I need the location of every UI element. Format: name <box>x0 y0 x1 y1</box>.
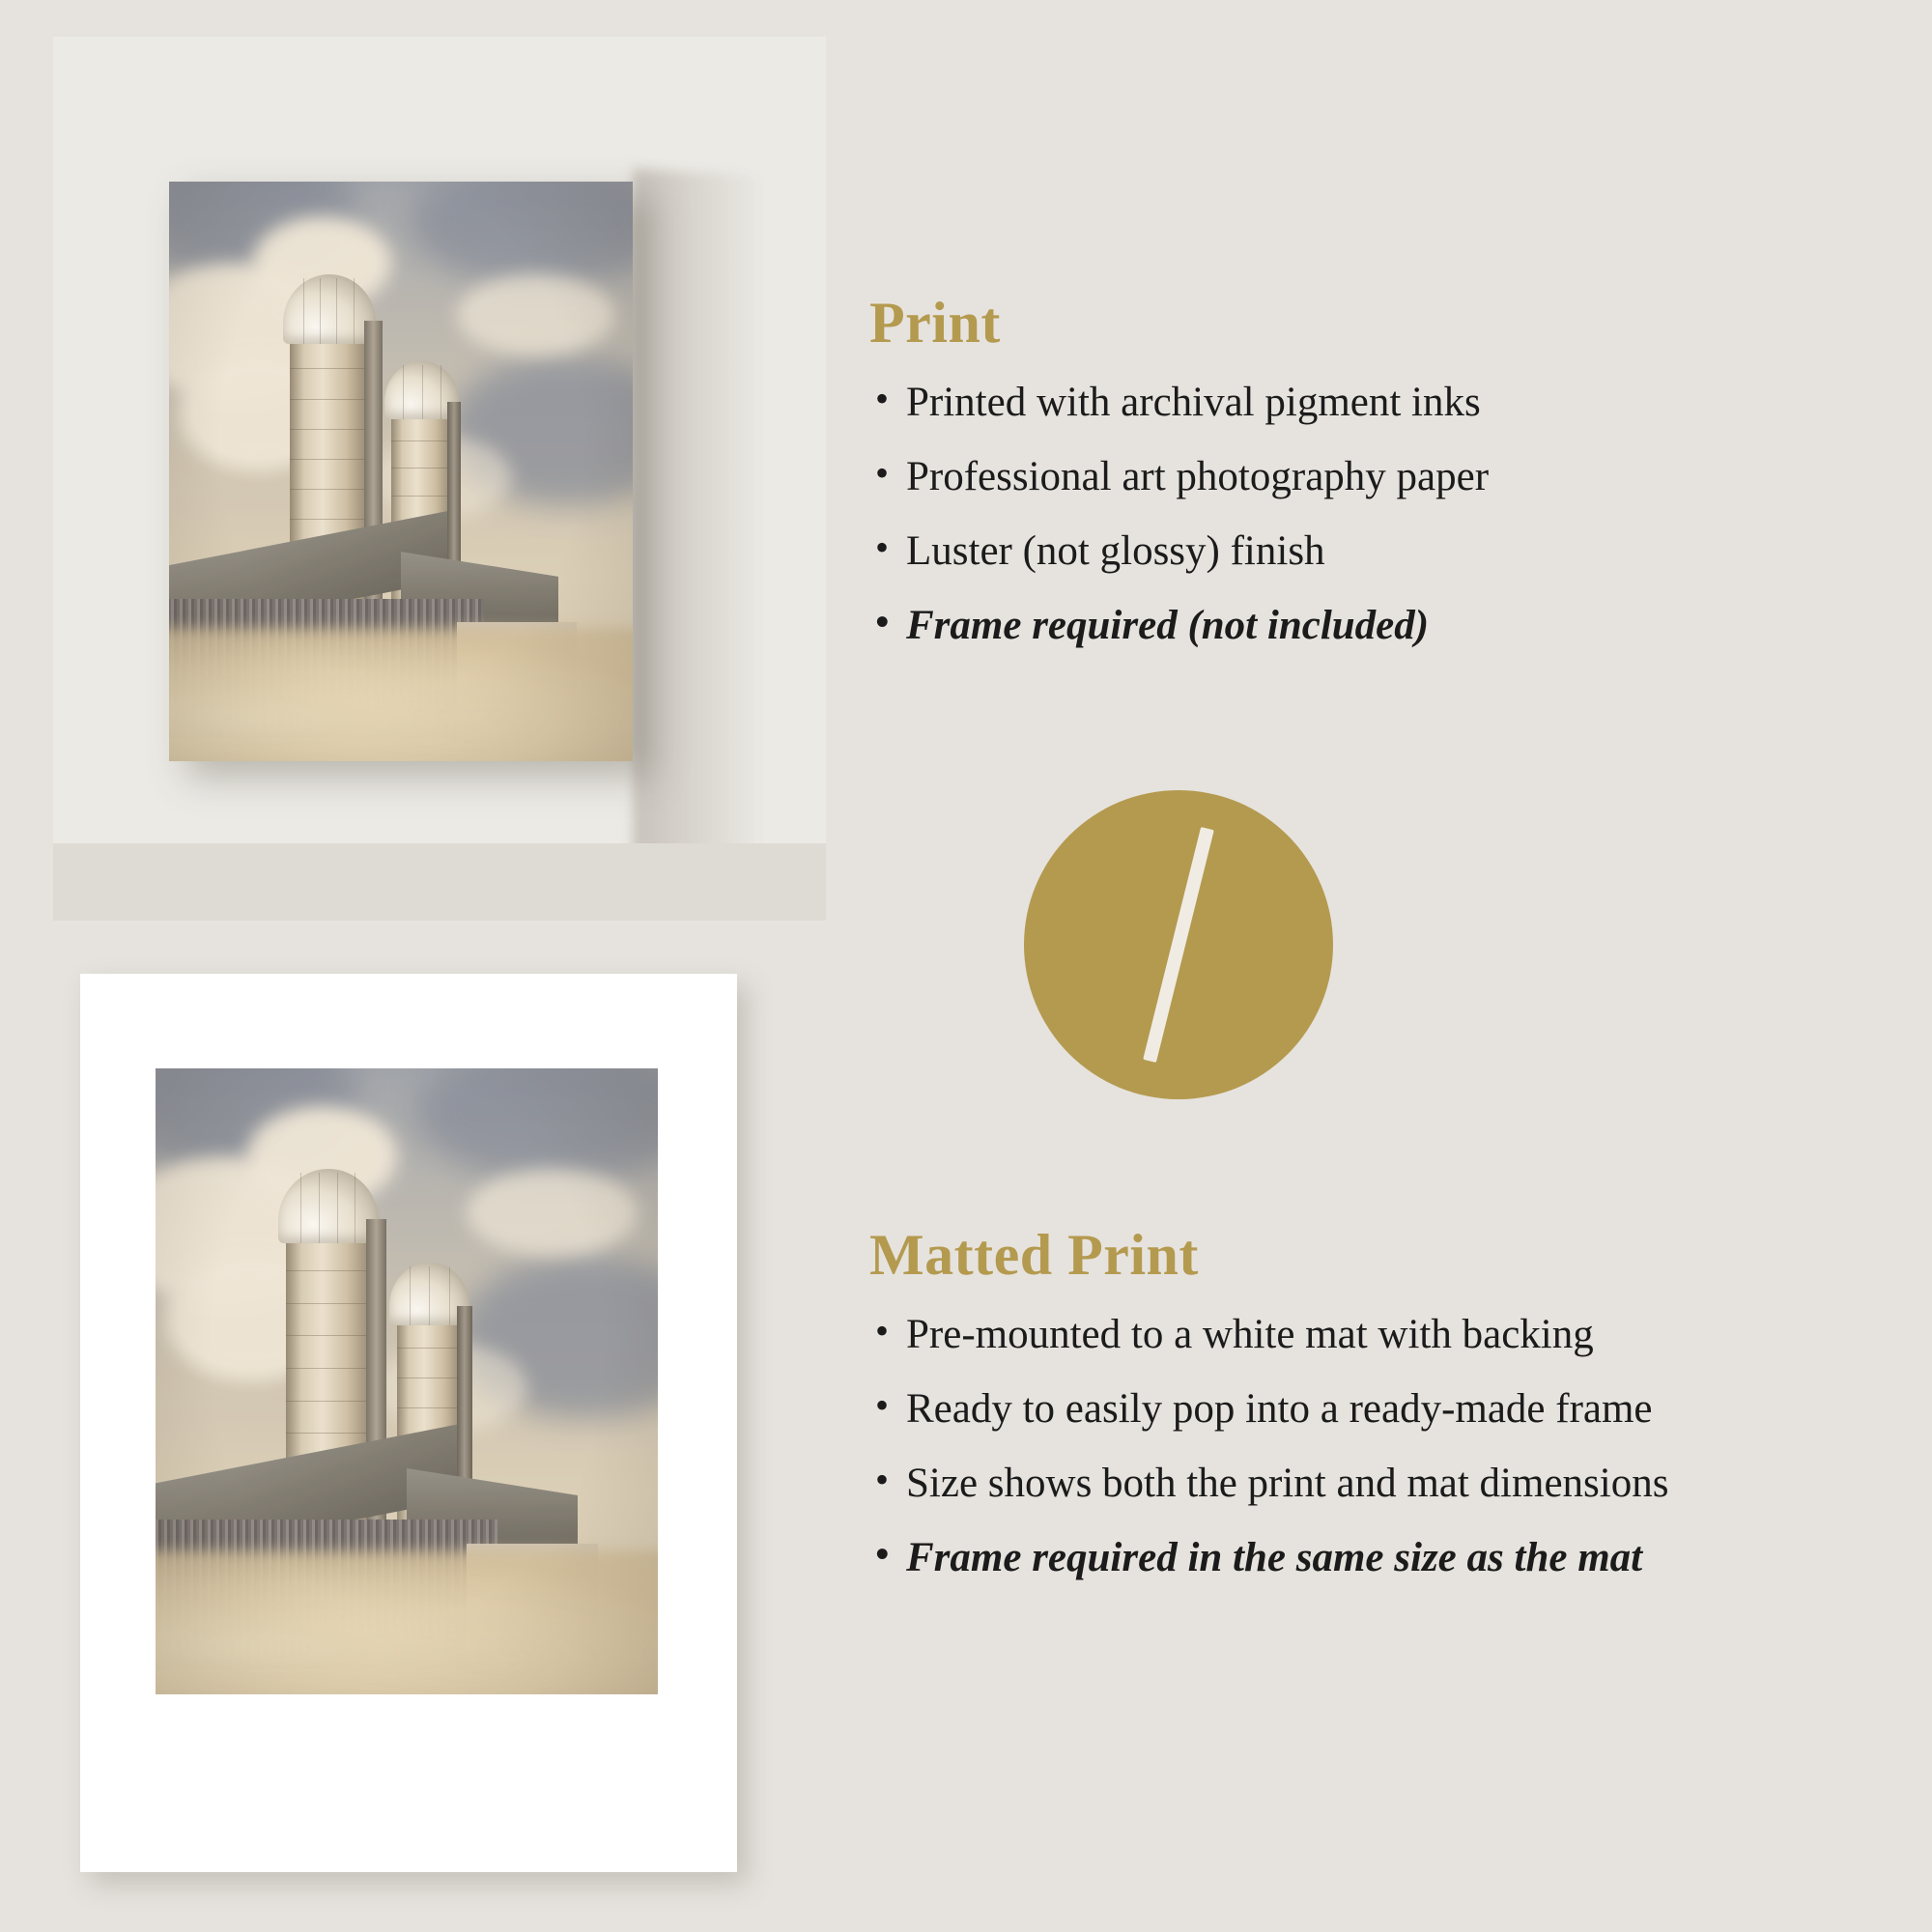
list-item: • Frame required (not included) <box>869 605 1893 646</box>
matted-print-section-title: Matted Print <box>869 1223 1199 1287</box>
barn-silos-photograph <box>169 182 633 761</box>
product-details-column <box>850 0 1932 1932</box>
wall-shadow <box>633 169 758 910</box>
unframed-print-image <box>169 182 633 761</box>
section-matted-print <box>869 1222 1893 1611</box>
slash-icon <box>1024 790 1333 1099</box>
list-item: • Size shows both the print and mat dimensions <box>869 1463 1893 1504</box>
print-section-title: Print <box>869 291 1001 355</box>
matted-print-feature-list <box>869 1314 1893 1578</box>
matted-print-image <box>156 1068 658 1694</box>
list-item: • Printed with archival pigment inks <box>869 382 1893 423</box>
list-item: • Luster (not glossy) finish <box>869 530 1893 572</box>
floor-surface <box>53 843 826 921</box>
white-mat-board <box>80 974 737 1872</box>
list-item: • Frame required in the same size as the mat <box>869 1537 1893 1578</box>
list-item: • Professional art photography paper <box>869 456 1893 497</box>
list-item: • Ready to easily pop into a ready-made frame <box>869 1388 1893 1430</box>
list-item: • Pre-mounted to a white mat with backing <box>869 1314 1893 1355</box>
matted-photo-scene <box>53 952 826 1893</box>
section-print <box>869 290 1893 679</box>
barn-silos-photograph-matted <box>156 1068 658 1694</box>
print-feature-list <box>869 382 1893 646</box>
print-photo-scene <box>53 37 826 921</box>
slash-stroke <box>1143 827 1214 1063</box>
product-images-column <box>0 0 850 1932</box>
